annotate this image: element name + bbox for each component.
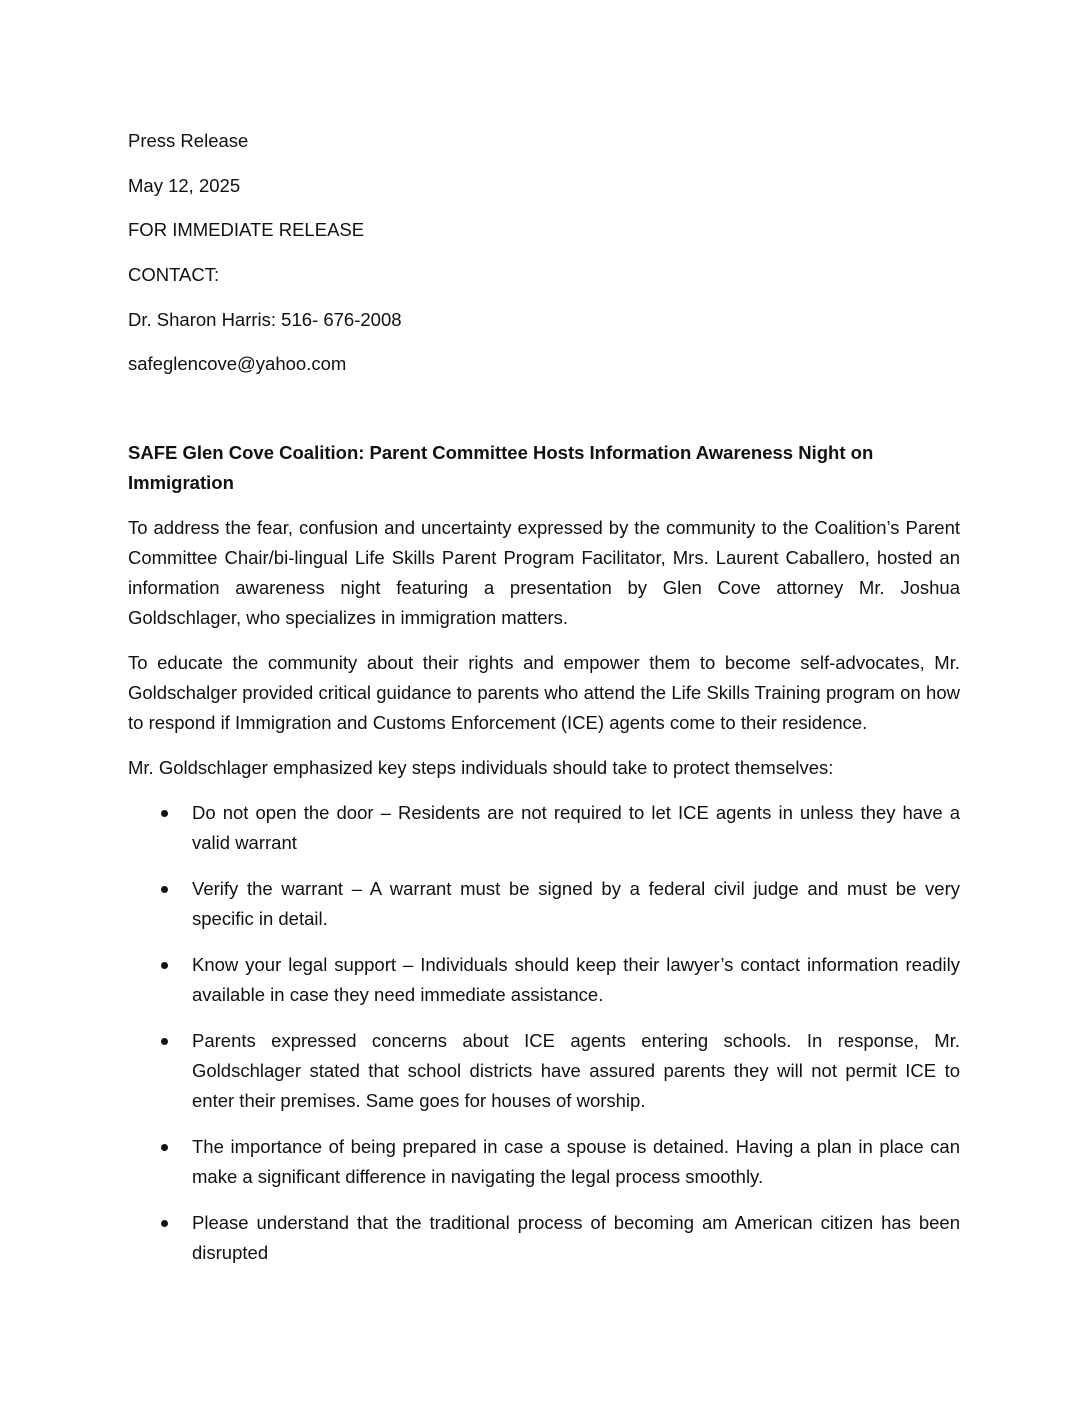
document-type: Press Release bbox=[128, 130, 249, 151]
bullet-icon bbox=[161, 810, 168, 817]
list-item bbox=[128, 1132, 960, 1192]
list-item bbox=[128, 874, 960, 934]
list-item bbox=[128, 1026, 960, 1116]
list-item bbox=[128, 950, 960, 1010]
list-item-text: The importance of being prepared in case a spouse is detained. Having a plan in place can make a significant difference in navigating the legal process smoothly. bbox=[192, 1136, 960, 1187]
release-body bbox=[128, 438, 960, 1284]
list-item-text: Parents expressed concerns about ICE agents entering schools. In response, Mr. Goldschlager stated that school districts have assured parents they will not permit ICE to enter their premises. Same goes for houses of worship. bbox=[192, 1030, 960, 1111]
contact-person: Dr. Sharon Harris: 516- 676-2008 bbox=[128, 309, 402, 330]
bullet-icon bbox=[161, 1038, 168, 1045]
list-item-text: Verify the warrant – A warrant must be signed by a federal civil judge and must be very specific in detail. bbox=[192, 878, 960, 929]
list-item-text: Please understand that the traditional process of becoming am American citizen has been disrupted bbox=[192, 1212, 960, 1263]
bullet-icon bbox=[161, 962, 168, 969]
release-date: May 12, 2025 bbox=[128, 175, 241, 196]
release-note: FOR IMMEDIATE RELEASE bbox=[128, 219, 365, 240]
bullet-icon bbox=[161, 1220, 168, 1227]
contact-email: safeglencove@yahoo.com bbox=[128, 353, 347, 374]
list-item-text: Do not open the door – Residents are not required to let ICE agents in unless they have a valid warrant bbox=[192, 802, 960, 853]
contact-label: CONTACT: bbox=[128, 264, 220, 285]
list-item bbox=[128, 1208, 960, 1268]
bullet-icon bbox=[161, 1144, 168, 1151]
list-item bbox=[128, 798, 960, 858]
bullet-icon bbox=[161, 886, 168, 893]
headline: SAFE Glen Cove Coalition: Parent Committee Hosts Information Awareness Night on Immigration bbox=[128, 442, 874, 493]
paragraph-key-steps: Mr. Goldschlager emphasized key steps individuals should take to protect themselves: bbox=[128, 757, 834, 778]
paragraph-guidance: To educate the community about their rights and empower them to become self-advocates, Mr. Goldschalger provided critical guidance to parents who attend the Life Skills Training program on how to respond if Immigration and Customs Enforcement (ICE) agents come to their residence. bbox=[128, 652, 960, 733]
list-item-text: Know your legal support – Individuals should keep their lawyer’s contact information readily available in case they need immediate assistance. bbox=[192, 954, 960, 1005]
paragraph-intro: To address the fear, confusion and uncertainty expressed by the community to the Coalition’s Parent Committee Chair/bi-lingual Life Skills Parent Program Facilitator, Mrs. Laurent Caballero, hosted an information awareness night featuring a presentation by Glen Cove attorney Mr. Joshua Goldschlager, who specializes in immigration matters. bbox=[128, 517, 960, 628]
key-steps-list bbox=[128, 798, 960, 1268]
